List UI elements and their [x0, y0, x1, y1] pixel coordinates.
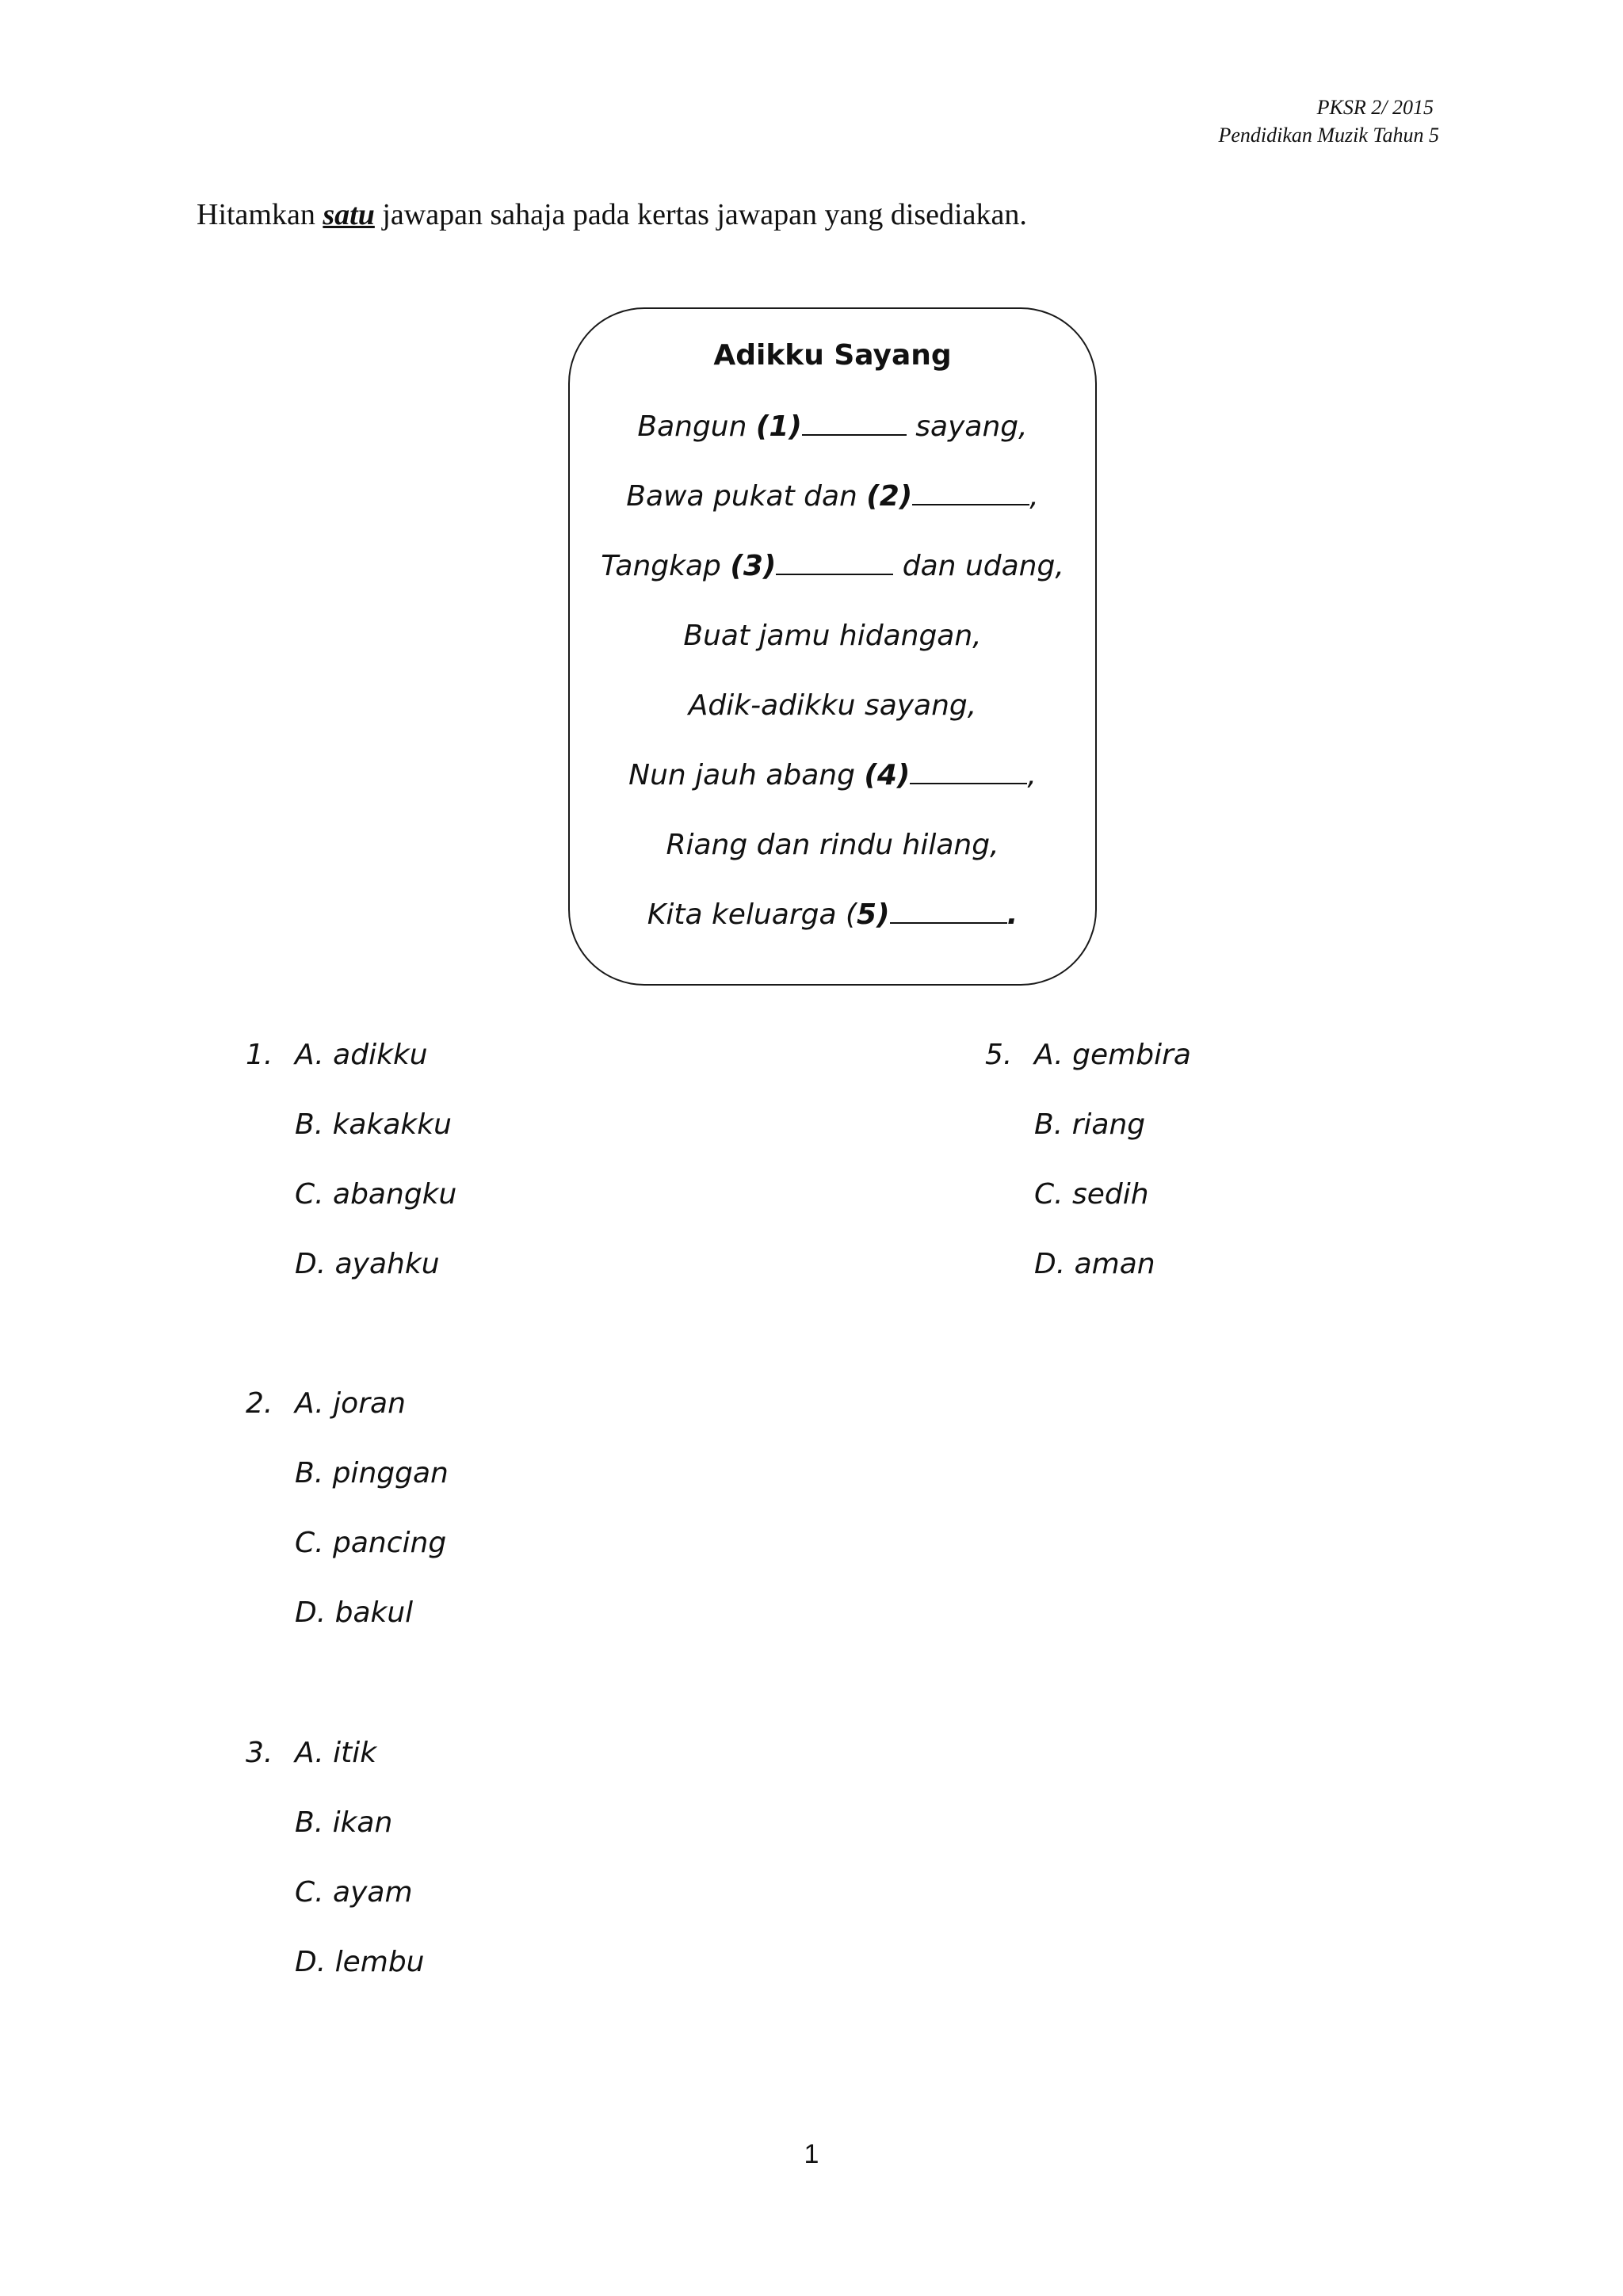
option-d: D. ayahku [295, 1248, 440, 1280]
page-number: 1 [804, 2139, 819, 2169]
option-a: A. joran [295, 1387, 406, 1420]
answer-blank-4 [910, 759, 1027, 784]
option-d: D. lembu [295, 1946, 425, 1978]
option-d: D. bakul [295, 1596, 414, 1629]
instruction-emphasis: satu [323, 198, 375, 231]
answer-blank-3 [776, 550, 893, 575]
question-number: 2. [246, 1387, 273, 1420]
question-number: 3. [246, 1737, 273, 1769]
poem-line-3: Tangkap (3) dan udang, [601, 550, 1064, 582]
document-header [964, 93, 1439, 149]
blank-marker-5: 5) [857, 898, 890, 931]
blank-marker-1: (1) [755, 410, 802, 443]
poem-line-6: Nun jauh abang (4) , [628, 759, 1037, 791]
poem-line-7: Riang dan rindu hilang, [666, 829, 999, 861]
answer-blank-5 [890, 898, 1007, 924]
option-a: A. gembira [1034, 1039, 1191, 1071]
poem-line-1: Bangun (1) sayang, [637, 410, 1028, 443]
option-c: C. ayam [295, 1876, 413, 1909]
option-a: A. adikku [295, 1039, 428, 1071]
poem-line-4: Buat jamu hidangan, [683, 620, 982, 652]
question-number: 1. [246, 1039, 273, 1071]
option-c: C. sedih [1034, 1178, 1149, 1211]
option-b: B. ikan [295, 1806, 393, 1839]
poem-title: Adikku Sayang [713, 339, 952, 372]
instruction-after: jawapan sahaja pada kertas jawapan yang disediakan. [374, 198, 1027, 231]
option-b: B. kakakku [295, 1108, 452, 1141]
poem-line-2: Bawa pukat dan (2) , [626, 480, 1039, 513]
option-b: B. riang [1034, 1108, 1146, 1141]
poem-line-5: Adik-adikku sayang, [688, 689, 977, 722]
exam-code: PKSR 2/ 2015 [1316, 96, 1434, 119]
answer-blank-2 [912, 480, 1029, 505]
blank-marker-4: (4) [864, 759, 911, 791]
blank-marker-2: (2) [866, 480, 913, 513]
option-d: D. aman [1034, 1248, 1155, 1280]
option-c: C. pancing [295, 1527, 447, 1559]
instruction-before: Hitamkan [197, 198, 323, 231]
blank-marker-3: (3) [730, 550, 777, 582]
option-c: C. abangku [295, 1178, 457, 1211]
option-a: A. itik [295, 1737, 377, 1769]
option-b: B. pinggan [295, 1457, 449, 1489]
subject-name: Pendidikan Muzik Tahun 5 [1218, 124, 1439, 147]
answer-blank-1 [802, 410, 907, 436]
poem-line-8: Kita keluarga (5) . [647, 898, 1018, 931]
question-number: 5. [985, 1039, 1013, 1071]
instruction-text [197, 196, 1027, 234]
